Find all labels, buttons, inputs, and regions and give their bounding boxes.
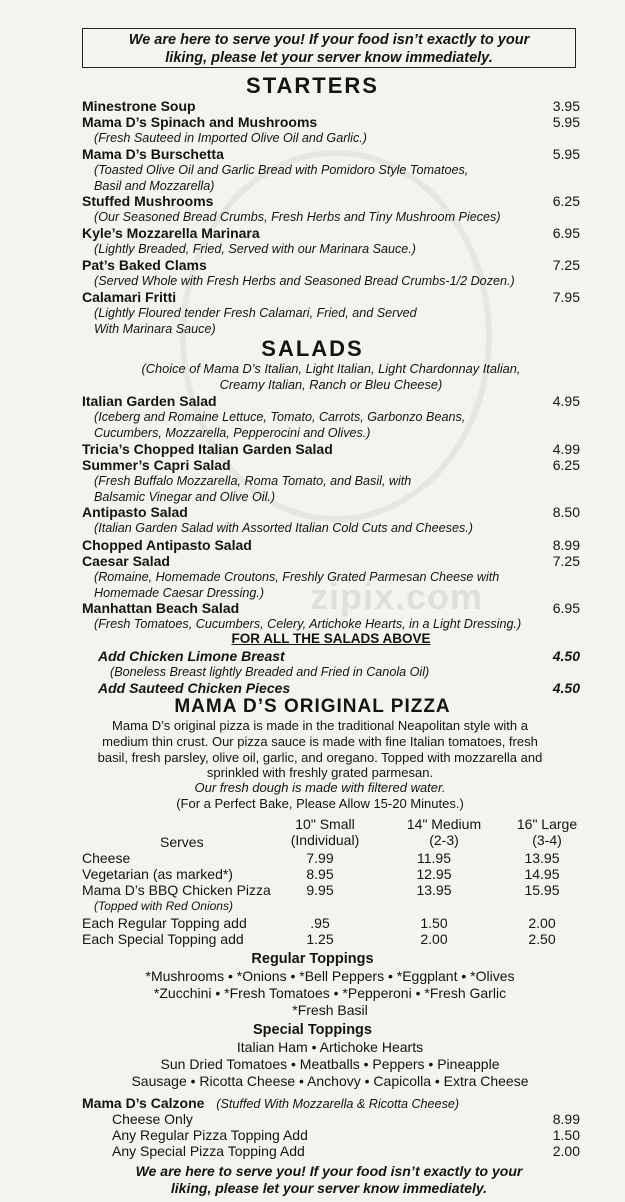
item-name: Stuffed Mushrooms: [82, 193, 214, 209]
calzone-note: (Stuffed With Mozzarella & Ricotta Cheese): [216, 1097, 460, 1111]
price-medium: 12.95: [416, 866, 452, 882]
pizza-row: [82, 866, 580, 882]
item-name: Summer’s Capri Salad: [82, 457, 231, 473]
pizza-intro-line: Mama D’s original pizza is made in the traditional Neapolitan style with a: [112, 718, 528, 733]
item-price: 8.99: [552, 537, 580, 553]
item-price: 6.25: [552, 193, 580, 209]
item-description: (Italian Garden Salad with Assorted Italian Cold Cuts and Cheeses.): [94, 521, 473, 535]
dressing-note: Creamy Italian, Ranch or Bleu Cheese): [219, 377, 443, 392]
item-description: (Our Seasoned Bread Crumbs, Fresh Herbs and Tiny Mushroom Pieces): [94, 210, 501, 224]
addon-price: 4.50: [552, 648, 580, 664]
price-small: 9.95: [306, 882, 334, 898]
menu-item: [82, 600, 580, 616]
salads-heading: SALADS: [261, 336, 364, 361]
pizza-name: Cheese: [82, 850, 131, 866]
price-small: 8.95: [306, 866, 334, 882]
calzone-item-price: 8.99: [552, 1111, 580, 1127]
salad-addon: [98, 648, 580, 664]
item-name: Italian Garden Salad: [82, 393, 217, 409]
item-description: (Toasted Olive Oil and Garlic Bread with Pomidoro Style Tomatoes,: [94, 163, 469, 177]
menu-item: [82, 257, 580, 273]
pizza-intro-line: medium thin crust. Our pizza sauce is made with fine Italian tomatoes, fresh: [102, 734, 538, 749]
serves-label: Serves: [160, 834, 204, 850]
item-description: (Iceberg and Romaine Lettuce, Tomato, Carrots, Garbonzo Beans,: [94, 410, 466, 424]
special-toppings-heading: Special Toppings: [253, 1022, 372, 1038]
item-name: Antipasto Salad: [82, 504, 188, 520]
salad-addon: [98, 680, 580, 696]
regular-toppings-line: *Fresh Basil: [292, 1002, 368, 1018]
item-name: Calamari Fritti: [82, 289, 177, 305]
item-description: (Romaine, Homemade Croutons, Freshly Grated Parmesan Cheese with: [94, 570, 500, 584]
pizza-intro-line: (For a Perfect Bake, Please Allow 15-20 Minutes.): [176, 796, 464, 811]
item-description: (Lightly Floured tender Fresh Calamari, Fried, and Served: [94, 306, 417, 320]
item-description: (Fresh Buffalo Mozzarella, Roma Tomato, and Basil, with: [94, 474, 412, 488]
calzone-item-name: Cheese Only: [112, 1111, 193, 1127]
item-name: Caesar Salad: [82, 553, 170, 569]
item-name: Minestrone Soup: [82, 98, 196, 114]
item-name: Manhattan Beach Salad: [82, 600, 240, 616]
pizza-row: [82, 915, 580, 931]
menu-item: [82, 146, 580, 162]
item-price: 5.95: [552, 146, 580, 162]
price-large: 2.50: [528, 931, 556, 947]
calzone-header: [82, 1095, 580, 1112]
item-name: Tricia’s Chopped Italian Garden Salad: [82, 441, 333, 457]
item-description: (Served Whole with Fresh Herbs and Seasoned Bread Crumbs-1/2 Dozen.): [94, 274, 515, 288]
item-name: Kyle’s Mozzarella Marinara: [82, 225, 260, 241]
item-description: With Marinara Sauce): [94, 322, 216, 336]
item-price: 5.95: [552, 114, 580, 130]
price-small: 1.25: [306, 931, 334, 947]
pizza-note: (Topped with Red Onions): [94, 899, 233, 913]
price-medium: 13.95: [416, 882, 452, 898]
item-price: 4.99: [552, 441, 580, 457]
starters-heading: STARTERS: [246, 73, 379, 98]
special-toppings-line: Sun Dried Tomatoes • Meatballs • Peppers • Pineapple: [160, 1056, 500, 1072]
price-large: 2.00: [528, 915, 556, 931]
item-price: 7.25: [552, 257, 580, 273]
item-name: Chopped Antipasto Salad: [82, 537, 252, 553]
special-toppings-line: Sausage • Ricotta Cheese • Anchovy • Capicolla • Extra Cheese: [131, 1073, 529, 1089]
pizza-intro-line: Our fresh dough is made with filtered water.: [194, 780, 446, 795]
item-description: Basil and Mozzarella): [94, 179, 215, 193]
special-toppings-line: Italian Ham • Artichoke Hearts: [236, 1039, 424, 1055]
serves-small: (Individual): [290, 832, 360, 848]
item-name: Mama D’s Spinach and Mushrooms: [82, 114, 318, 130]
regular-toppings-line: *Zucchini • *Fresh Tomatoes • *Pepperoni • *Fresh Garlic: [153, 985, 507, 1001]
price-medium: 2.00: [420, 931, 448, 947]
menu-item: [82, 193, 580, 209]
bottom-notice-line-1: We are here to serve you! If your food isn’t exactly to your: [135, 1163, 523, 1179]
item-price: 6.95: [552, 225, 580, 241]
price-small: .95: [310, 915, 330, 931]
size-large-header: 16" Large: [516, 816, 578, 832]
serves-large: (3-4): [532, 832, 562, 848]
pizza-row: [82, 882, 580, 898]
item-price: 7.25: [552, 553, 580, 569]
pizza-intro-line: sprinkled with freshly grated parmesan.: [206, 765, 434, 780]
item-name: Pat’s Baked Clams: [82, 257, 207, 273]
calzone-item: [112, 1127, 580, 1143]
menu-item: [82, 114, 580, 130]
item-name: Mama D’s Burschetta: [82, 146, 224, 162]
watermark-text: zipix.com: [310, 576, 484, 617]
calzone-item-name: Any Special Pizza Topping Add: [112, 1143, 305, 1159]
calzone-title: Mama D’s Calzone: [82, 1095, 205, 1111]
pizza-name: Mama D’s BBQ Chicken Pizza: [82, 882, 271, 898]
item-description: Balsamic Vinegar and Olive Oil.): [94, 490, 276, 504]
addon-description: (Boneless Breast lightly Breaded and Fried in Canola Oil): [110, 665, 430, 679]
item-price: 6.25: [552, 457, 580, 473]
price-large: 15.95: [524, 882, 560, 898]
calzone-item: [112, 1143, 580, 1159]
item-price: 8.50: [552, 504, 580, 520]
notice-line-1: We are here to serve you! If your food isn’t exactly to your: [128, 32, 530, 48]
pizza-intro-line: basil, fresh parsley, olive oil, garlic, and oregano. Topped with mozzarella and: [97, 750, 543, 765]
size-small-header: 10" Small: [295, 816, 355, 832]
item-price: 6.95: [552, 600, 580, 616]
price-small: 7.99: [306, 850, 334, 866]
menu-item: [82, 289, 580, 305]
menu-item: [82, 553, 580, 569]
calzone-item-price: 2.00: [552, 1143, 580, 1159]
calzone-item: [112, 1111, 580, 1127]
price-medium: 11.95: [417, 850, 451, 866]
pizza-heading: MAMA D’S ORIGINAL PIZZA: [174, 696, 451, 717]
menu-item: [82, 537, 580, 553]
item-description: (Fresh Tomatoes, Cucumbers, Celery, Artichoke Hearts, in a Light Dressing.): [94, 617, 522, 631]
price-large: 14.95: [524, 866, 560, 882]
pizza-name: Vegetarian (as marked*): [82, 866, 233, 882]
regular-toppings-heading: Regular Toppings: [251, 951, 374, 967]
pizza-name: Each Regular Topping add: [82, 915, 247, 931]
item-price: 7.95: [552, 289, 580, 305]
size-medium-header: 14" Medium: [406, 816, 482, 832]
regular-toppings-line: *Mushrooms • *Onions • *Bell Peppers • *Eggplant • *Olives: [145, 968, 515, 984]
addon-price: 4.50: [552, 680, 580, 696]
item-description: Homemade Caesar Dressing.): [94, 586, 265, 600]
notice-line-2: liking, please let your server know immediately.: [165, 50, 493, 66]
serves-medium: (2-3): [429, 832, 459, 848]
item-description: (Lightly Breaded, Fried, Served with our Marinara Sauce.): [94, 242, 416, 256]
menu-item: [82, 441, 580, 457]
bottom-service-notice: [82, 1163, 576, 1197]
addon-name: Add Sauteed Chicken Pieces: [98, 680, 291, 696]
pizza-name: Each Special Topping add: [82, 931, 244, 947]
pizza-row: [82, 931, 580, 947]
bottom-notice-line-2: liking, please let your server know immediately.: [170, 1180, 488, 1196]
item-price: 3.95: [552, 98, 580, 114]
menu-item: [82, 225, 580, 241]
pizza-row: [82, 850, 580, 866]
menu-item: [82, 504, 580, 520]
item-description: (Fresh Sauteed in Imported Olive Oil and Garlic.): [94, 131, 367, 145]
menu-item: [82, 457, 580, 473]
menu-item: [82, 98, 580, 114]
price-large: 13.95: [524, 850, 560, 866]
calzone-item-name: Any Regular Pizza Topping Add: [112, 1127, 308, 1143]
dressing-note: (Choice of Mama D’s Italian, Light Italian, Light Chardonnay Italian,: [141, 361, 521, 376]
calzone-item-price: 1.50: [552, 1127, 580, 1143]
menu-item: [82, 393, 580, 409]
salad-addons-header: FOR ALL THE SALADS ABOVE: [231, 631, 431, 646]
item-description: Cucumbers, Mozzarella, Pepperocini and Olives.): [94, 426, 371, 440]
price-medium: 1.50: [420, 915, 448, 931]
item-price: 4.95: [552, 393, 580, 409]
addon-name: Add Chicken Limone Breast: [98, 648, 285, 664]
service-notice-box: [82, 28, 576, 68]
